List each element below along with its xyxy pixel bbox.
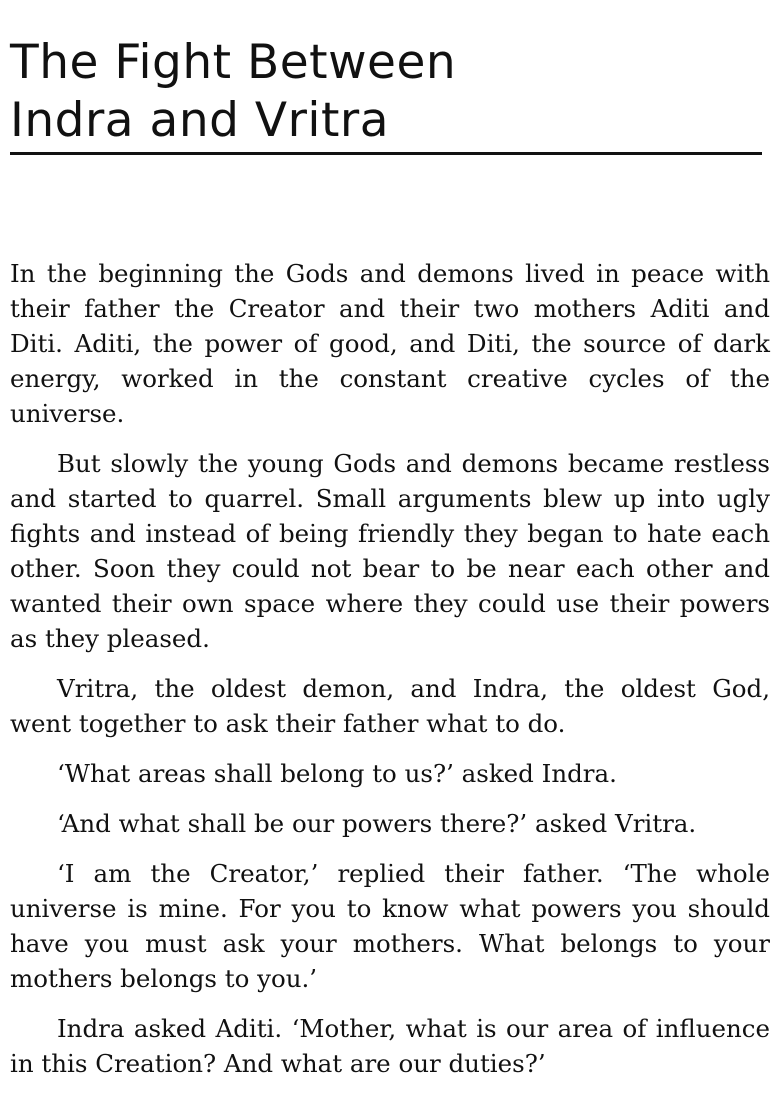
paragraph-3: Vritra, the oldest demon, and Indra, the oldest God, went together to ask their father what to do. [10,674,770,738]
paragraph-2: But slowly the young Gods and demons became restless and started to quarrel. Small arguments blew up into ugly fights and instead of being friendly they began to hate each other. Soon they could not bear to be near each other and wanted their own space where they could use their powers as they pleased. [10,449,770,653]
story-body [10,256,770,1096]
paragraph-7: Indra asked Aditi. ‘Mother, what is our area of influence in this Creation? And what are our duties?’ [10,1014,770,1078]
chapter-title [10,34,762,155]
chapter-title-line-1: The Fight Between [10,35,457,90]
paragraph-6: ‘I am the Creator,’ replied their father. ‘The whole universe is mine. For you to know what powers you should have you must ask your mothers. What belongs to your mothers belongs to you.’ [10,859,770,993]
paragraph-1: In the beginning the Gods and demons lived in peace with their father the Creator and their two mothers Aditi and Diti. Aditi, the power of good, and Diti, the source of dark energy, worked in the constant creative cycles of the universe. [10,259,770,428]
paragraph-5: ‘And what shall be our powers there?’ asked Vritra. [57,809,697,838]
chapter-title-line-2: Indra and Vritra [10,93,389,148]
paragraph-4: ‘What areas shall belong to us?’ asked Indra. [57,759,617,788]
